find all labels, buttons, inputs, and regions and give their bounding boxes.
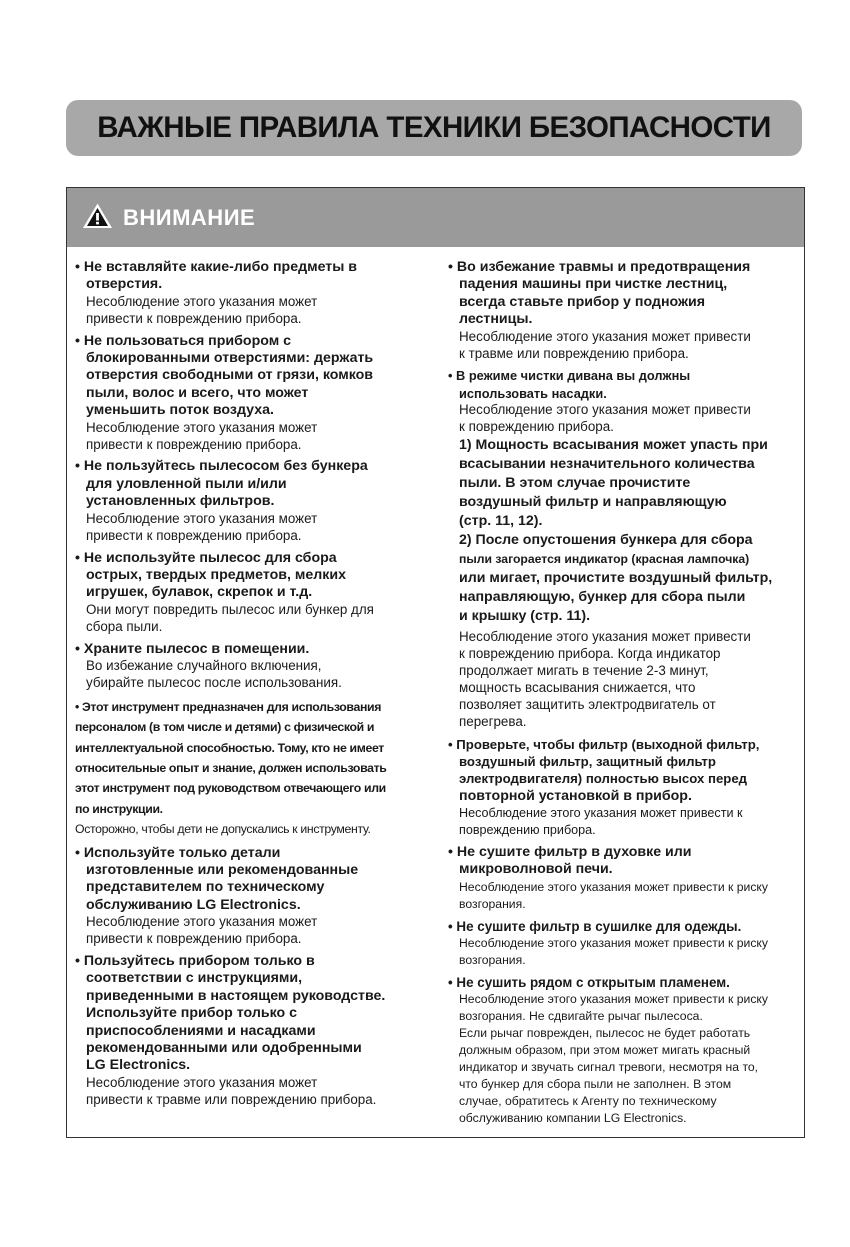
item-heading: • Не сушите фильтр в сушилке для одежды.	[448, 918, 798, 935]
item-note: Несоблюдение этого указания может привести	[459, 402, 751, 418]
item-note: Во избежание случайного включения,	[86, 657, 322, 673]
item-note: Несоблюдение этого указания может привести к риску	[459, 935, 768, 950]
item-note: повреждению прибора.	[459, 823, 596, 838]
item-note: привести к травме или повреждению прибора.	[86, 1091, 377, 1107]
item-note: Несоблюдение этого указания может привести	[459, 328, 751, 344]
item-heading: отверстия.	[86, 276, 163, 293]
item-note: Несоблюдение этого указания может	[86, 419, 318, 435]
item-heading: приспособлениями и насадками	[86, 1022, 316, 1039]
item-heading: • Во избежание травмы и предотвращения	[448, 259, 798, 276]
item-note: Несоблюдение этого указания может привести	[459, 629, 751, 645]
item-heading: • Храните пылесос в помещении.	[75, 641, 425, 658]
item-heading: • В режиме чистки дивана вы должны	[448, 367, 798, 384]
item-note: к травме или повреждению прибора.	[459, 345, 689, 361]
item-heading: падения машины при чистке лестниц,	[459, 276, 728, 293]
item-note: индикатор и звучать сигнал тревоги, несмотря на то,	[459, 1059, 759, 1074]
item-heading: • Проверьте, чтобы фильтр (выходной фильтр,	[448, 736, 798, 753]
item-note: Несоблюдение этого указания может привести к риску	[459, 879, 768, 894]
item-note: Несоблюдение этого указания может	[86, 510, 318, 526]
sub-point: пыли. В этом случае прочистите	[459, 475, 691, 492]
item-note: привести к повреждению прибора.	[86, 931, 302, 947]
item-heading: соответствии с инструкциями,	[86, 970, 303, 987]
item-note: сбора пыли.	[86, 618, 163, 634]
list-item	[75, 458, 425, 544]
list-item	[448, 974, 798, 1127]
item-note: мощность всасывания снижается, что	[459, 679, 696, 695]
item-note: обслуживанию компании LG Electronics.	[459, 1110, 687, 1125]
list-item	[75, 333, 425, 454]
item-heading: изготовленные или рекомендованные	[86, 862, 359, 878]
item-heading: отверстия свободными от грязи, комков	[86, 367, 374, 384]
item-heading: обслуживанию LG Electronics.	[86, 896, 301, 913]
item-heading: острых, твердых предметов, мелких	[86, 566, 346, 583]
item-heading: по инструкции.	[75, 801, 163, 816]
item-heading: уменьшить поток воздуха.	[86, 402, 274, 419]
list-item	[75, 845, 425, 948]
item-heading: для уловленной пыли и/или	[86, 475, 287, 492]
item-note: Несоблюдение этого указания может привести к	[459, 806, 743, 821]
item-heading: представителем по техническому	[86, 879, 325, 896]
item-heading: • Не вставляйте какие-либо предметы в	[75, 259, 425, 276]
caution-heading: ВНИМАНИЕ	[123, 205, 256, 230]
item-heading: • Используйте только детали	[75, 845, 425, 862]
sub-point: направляющую, бункер для сбора пыли	[459, 589, 746, 606]
item-note: перегрева.	[459, 713, 527, 729]
item-heading: относительные опыт и знание, должен использовать	[75, 760, 387, 775]
item-note: продолжает мигать в течение 2-3 минут,	[459, 662, 709, 678]
warning-triangle-icon	[82, 202, 113, 229]
item-heading: пыли, волос и всего, что может	[86, 384, 309, 401]
item-note: Если рычаг поврежден, пылесос не будет работать	[459, 1026, 751, 1040]
item-heading: блокированными отверстиями: держать	[86, 350, 374, 367]
sub-point: воздушный фильтр и направляющую	[459, 494, 727, 511]
item-note: случае, обратитесь к Агенту по техническому	[459, 1093, 717, 1108]
right-column	[448, 259, 798, 1131]
item-heading: • Не сушите фильтр в духовке или	[448, 844, 798, 861]
item-heading: • Не сушить рядом с открытым пламенем.	[448, 974, 798, 991]
list-item	[75, 697, 425, 840]
item-heading: воздушный фильтр, защитный фильтр	[459, 753, 716, 769]
item-note: Несоблюдение этого указания может	[86, 914, 318, 930]
sub-point: 2) После опустошения бункера для сбора	[459, 532, 753, 549]
item-heading: электродвигателя) полностью высох перед	[459, 771, 748, 787]
item-heading: • Этот инструмент предназначен для использования	[75, 697, 425, 717]
item-note: к повреждению прибора.	[459, 419, 614, 435]
item-heading: LG Electronics.	[86, 1057, 191, 1074]
item-heading: использовать насадки.	[459, 385, 607, 401]
item-heading: интеллектуальной способностью. Тому, кто не имеет	[75, 740, 384, 755]
page-title: ВАЖНЫЕ ПРАВИЛА ТЕХНИКИ БЕЗОПАСНОСТИ	[97, 111, 771, 144]
item-heading: всегда ставьте прибор у подножия	[459, 293, 706, 310]
item-heading: • Не используйте пылесос для сбора	[75, 550, 425, 567]
item-heading: персоналом (в том числе и детями) с физической и	[75, 720, 375, 735]
list-item	[448, 844, 798, 913]
list-item	[75, 259, 425, 328]
item-heading: игрушек, булавок, скрепок и т.д.	[86, 584, 313, 601]
item-heading: этот инструмент под руководством отвечающего или	[75, 781, 386, 796]
left-column	[75, 259, 425, 1114]
item-note: что бункер для сбора пыли не заполнен. В этом	[459, 1076, 732, 1091]
item-note: Осторожно, чтобы дети не допускались к инструменту.	[75, 822, 371, 837]
item-heading: лестницы.	[459, 311, 533, 328]
caution-header	[67, 188, 804, 247]
list-item	[448, 918, 798, 969]
item-note: должным образом, при этом может мигать красный	[459, 1042, 751, 1057]
item-note: убирайте пылесос после использования.	[86, 674, 342, 690]
item-heading: • Пользуйтесь прибором только в	[75, 953, 425, 970]
sub-point: 1) Мощность всасывания может упасть при	[459, 437, 768, 454]
item-note: к повреждению прибора. Когда индикатор	[459, 645, 721, 661]
caution-panel	[66, 187, 805, 1138]
item-note: привести к повреждению прибора.	[86, 527, 302, 543]
title-bar	[66, 100, 802, 156]
item-heading: приведенными в настоящем руководстве.	[86, 987, 386, 1004]
sub-point: или мигает, прочистите воздушный фильтр,	[459, 570, 773, 587]
item-note: Несоблюдение этого указания может	[86, 293, 318, 309]
sub-point: всасывании незначительного количества	[459, 456, 755, 473]
sub-point: (стр. 11, 12).	[459, 513, 543, 530]
item-heading: рекомендованными или одобренными	[86, 1040, 362, 1057]
item-heading: микроволновой печи.	[459, 861, 613, 878]
item-note: Несоблюдение этого указания может привести к риску	[459, 992, 768, 1007]
item-heading: установленных фильтров.	[86, 493, 275, 510]
item-note: возгорания. Не сдвигайте рычаг пылесоса.	[459, 1009, 703, 1024]
item-heading: Используйте прибор только с	[86, 1005, 298, 1022]
item-note: возгорания.	[459, 896, 526, 911]
item-note: Несоблюдение этого указания может	[86, 1074, 318, 1090]
item-heading: • Не пользуйтесь пылесосом без бункера	[75, 458, 425, 475]
item-heading: • Не пользоваться прибором с	[75, 333, 425, 350]
list-item	[75, 953, 425, 1109]
item-note: позволяет защитить электродвигатель от	[459, 696, 716, 712]
list-item	[448, 736, 798, 839]
list-item	[448, 259, 798, 362]
list-item	[75, 550, 425, 636]
item-heading: повторной установкой в прибор.	[459, 787, 692, 804]
list-item	[448, 367, 798, 730]
item-note: привести к повреждению прибора.	[86, 436, 302, 452]
item-note: Они могут повредить пылесос или бункер для	[86, 601, 374, 617]
sub-point: и крышку (стр. 11).	[459, 608, 591, 625]
sub-point: пыли загорается индикатор (красная лампочка)	[459, 552, 750, 567]
item-note: привести к повреждению прибора.	[86, 310, 302, 326]
item-note: возгорания.	[459, 952, 526, 967]
list-item	[75, 641, 425, 692]
